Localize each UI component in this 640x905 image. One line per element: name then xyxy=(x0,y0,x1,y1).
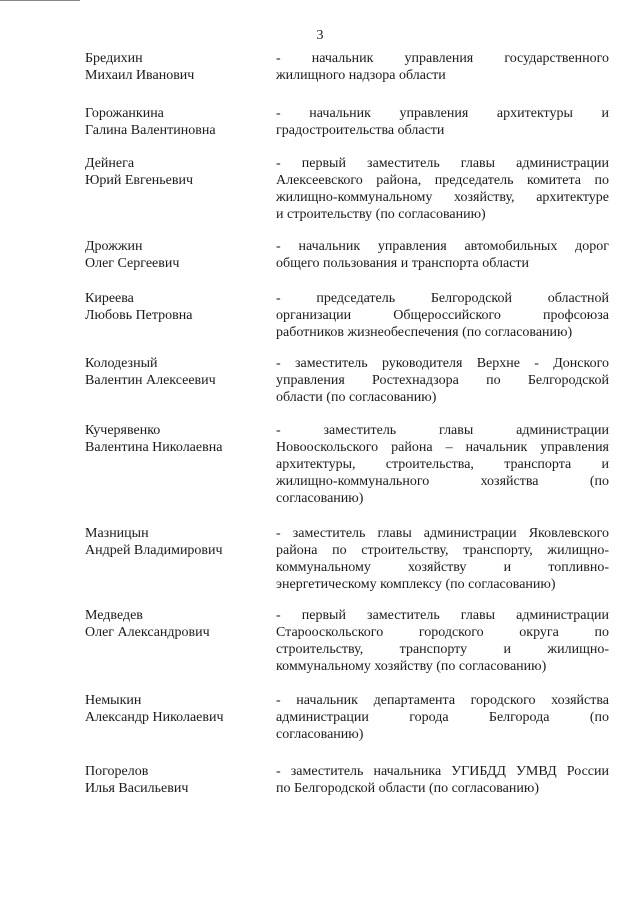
member-name xyxy=(85,422,265,456)
member-surname: Дейнега xyxy=(85,156,135,171)
member-role-line: жилищно-коммунального хозяйства (по xyxy=(276,474,609,489)
member-surname: Дрожжин xyxy=(85,239,143,254)
member-surname: Киреева xyxy=(85,291,134,306)
member-name xyxy=(85,692,265,726)
member-role-line: - заместитель руководителя Верхне - Донского xyxy=(276,356,609,371)
member-name xyxy=(85,607,265,641)
member-role-line: организации Общероссийского профсоюза xyxy=(276,308,609,323)
member-role-line: по Белгородской области (по согласованию) xyxy=(276,781,539,796)
member-given-names: Валентина Николаевна xyxy=(85,440,223,455)
member-surname: Кучерявенко xyxy=(85,423,161,438)
member-role xyxy=(276,50,609,84)
member-given-names: Галина Валентиновна xyxy=(85,123,216,138)
member-surname: Погорелов xyxy=(85,764,149,779)
member-role-line: жилищно-коммунальному хозяйству, архитектуре xyxy=(276,190,609,205)
member-role-line: жилищного надзора области xyxy=(276,68,446,83)
member-role xyxy=(276,607,609,675)
member-name xyxy=(85,763,265,797)
member-surname: Колодезный xyxy=(85,356,158,371)
member-given-names: Андрей Владимирович xyxy=(85,543,223,558)
member-given-names: Любовь Петровна xyxy=(85,308,193,323)
member-name xyxy=(85,290,265,324)
page-number: 3 xyxy=(316,28,324,43)
member-role-line: согласованию) xyxy=(276,727,364,742)
member-role-line: - заместитель начальника УГИБДД УМВД России xyxy=(276,764,609,779)
member-role-line: архитектуры, строительства, транспорта и xyxy=(276,457,609,472)
member-surname: Мазницын xyxy=(85,526,149,541)
member-role-line: - заместитель главы администрации xyxy=(276,423,609,438)
member-surname: Медведев xyxy=(85,608,143,623)
member-given-names: Илья Васильевич xyxy=(85,781,189,796)
member-surname: Бредихин xyxy=(85,51,143,66)
member-name xyxy=(85,155,265,189)
member-role-line: коммунальному хозяйству (по согласованию) xyxy=(276,659,547,674)
member-name xyxy=(85,238,265,272)
member-role xyxy=(276,155,609,223)
member-role-line: - начальник управления архитектуры и xyxy=(276,106,609,121)
member-given-names: Валентин Алексеевич xyxy=(85,373,216,388)
member-role-line: общего пользования и транспорта области xyxy=(276,256,530,271)
member-surname: Немыкин xyxy=(85,693,142,708)
member-name xyxy=(85,355,265,389)
member-given-names: Олег Сергеевич xyxy=(85,256,180,271)
member-role-line: согласованию) xyxy=(276,491,364,506)
member-role-line: работников жизнеобеспечения (по согласованию) xyxy=(276,325,573,340)
member-name xyxy=(85,105,265,139)
member-role xyxy=(276,355,609,406)
member-role xyxy=(276,105,609,139)
member-surname: Горожанкина xyxy=(85,106,164,121)
member-role xyxy=(276,238,609,272)
member-given-names: Юрий Евгеньевич xyxy=(85,173,194,188)
member-role xyxy=(276,290,609,341)
member-role-line: строительству, транспорту и жилищно- xyxy=(276,642,609,657)
member-role xyxy=(276,763,609,797)
member-role-line: - заместитель главы администрации Яковлевского xyxy=(276,526,609,541)
member-role-line: Новооскольского района – начальник управления xyxy=(276,440,609,455)
member-role-line: энергетическому комплексу (по согласованию) xyxy=(276,577,556,592)
scan-mark xyxy=(0,0,80,1)
member-role-line: района по строительству, транспорту, жилищно- xyxy=(276,543,609,558)
member-role-line: и строительству (по согласованию) xyxy=(276,207,486,222)
member-name xyxy=(85,50,265,84)
member-role-line: коммунальному хозяйству и топливно- xyxy=(276,560,609,575)
member-given-names: Михаил Иванович xyxy=(85,68,195,83)
member-role-line: - начальник департамента городского хозяйства xyxy=(276,693,609,708)
member-role-line: области (по согласованию) xyxy=(276,390,437,405)
member-role-line: Алексеевского района, председатель комитета по xyxy=(276,173,609,188)
member-role-line: - начальник управления автомобильных дорог xyxy=(276,239,609,254)
member-given-names: Александр Николаевич xyxy=(85,710,224,725)
member-role xyxy=(276,422,609,507)
member-role-line: Старооскольского городского округа по xyxy=(276,625,609,640)
member-role-line: администрации города Белгорода (по xyxy=(276,710,609,725)
member-role-line: - начальник управления государственного xyxy=(276,51,609,66)
member-role-line: - первый заместитель главы администрации xyxy=(276,608,609,623)
member-role-line: - председатель Белгородской областной xyxy=(276,291,609,306)
member-role-line: управления Ростехнадзора по Белгородской xyxy=(276,373,609,388)
member-role-line: градостроительства области xyxy=(276,123,445,138)
member-role xyxy=(276,692,609,743)
member-given-names: Олег Александрович xyxy=(85,625,210,640)
member-role-line: - первый заместитель главы администрации xyxy=(276,156,609,171)
member-role xyxy=(276,525,609,593)
member-name xyxy=(85,525,265,559)
